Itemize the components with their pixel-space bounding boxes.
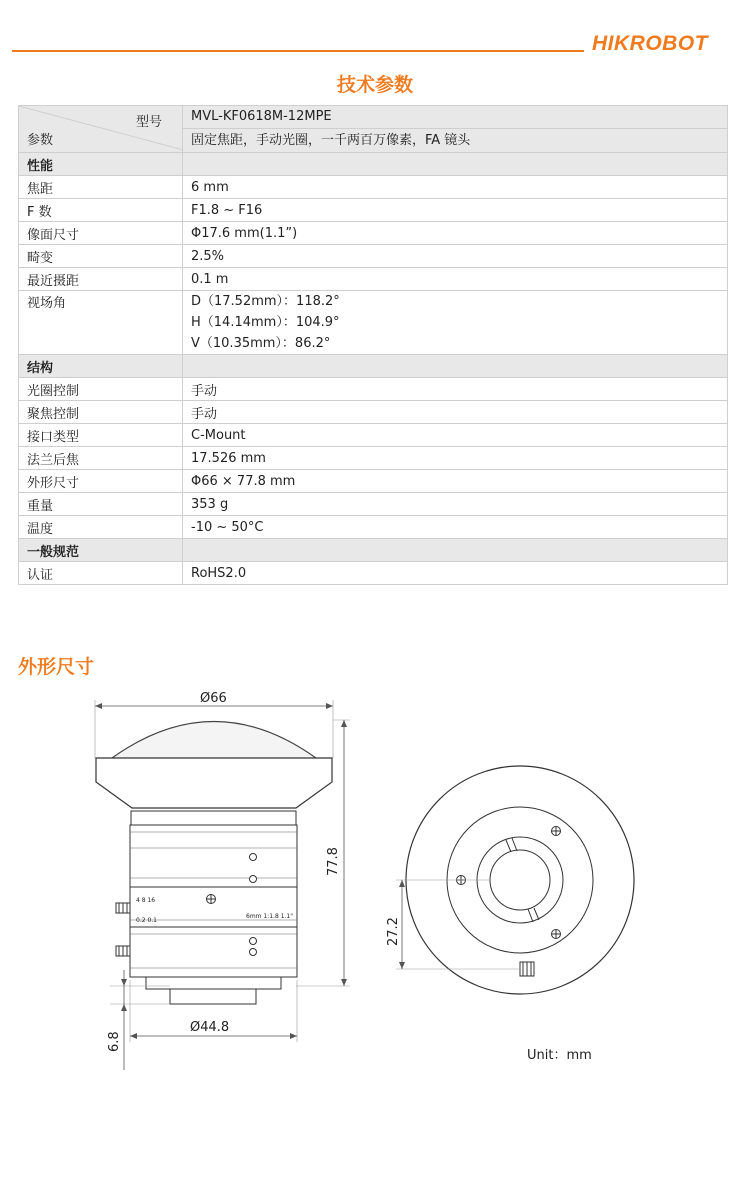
label-length-77-8: 77.8 <box>326 847 341 876</box>
table-row <box>19 176 728 199</box>
body-ring-1 <box>131 811 296 825</box>
row-value: 手动 <box>183 378 728 401</box>
dimension-title: 外形尺寸 <box>18 656 95 678</box>
row-label: 焦距 <box>19 176 183 199</box>
corner-label-model: 型号 <box>135 115 162 130</box>
row-value: F1.8 ~ F16 <box>183 199 728 222</box>
table-header-row <box>19 106 728 153</box>
rear-ring <box>146 977 281 989</box>
row-label: 视场角 <box>19 291 183 355</box>
row-label: 接口类型 <box>19 424 183 447</box>
row-label: 最近摄距 <box>19 268 183 291</box>
table-row <box>19 470 728 493</box>
dimension-drawing <box>0 680 750 1080</box>
row-label: 畸变 <box>19 245 183 268</box>
label-diameter-44-8: Ø44.8 <box>190 1020 230 1035</box>
row-value: 6 mm <box>183 176 728 199</box>
table-row <box>19 493 728 516</box>
spec-title: 技术参数 <box>336 74 413 96</box>
label-depth-6-8: 6.8 <box>107 1031 122 1052</box>
row-value: -10 ~ 50°C <box>183 516 728 539</box>
corner-cell <box>19 106 183 153</box>
table-row <box>19 199 728 222</box>
section-row <box>19 355 728 378</box>
row-label: F 数 <box>19 199 183 222</box>
row-value: 17.526 mm <box>183 447 728 470</box>
table-row <box>19 245 728 268</box>
label-diameter-66: Ø66 <box>200 691 227 706</box>
spec-table <box>18 105 728 585</box>
table-row <box>19 401 728 424</box>
row-label: 重量 <box>19 493 183 516</box>
section-structure: 结构 <box>19 355 183 378</box>
front-aperture-circle <box>490 850 550 910</box>
model-name: MVL-KF0618M-12MPE <box>183 106 727 129</box>
section-general: 一般规范 <box>19 539 183 562</box>
table-row <box>19 516 728 539</box>
row-label: 温度 <box>19 516 183 539</box>
row-value: 2.5% <box>183 245 728 268</box>
focus-ring <box>130 927 297 977</box>
header-divider-line <box>12 50 584 52</box>
row-value: 0.1 m <box>183 268 728 291</box>
table-row <box>19 222 728 245</box>
row-value: C-Mount <box>183 424 728 447</box>
row-label: 认证 <box>19 562 183 585</box>
section-performance: 性能 <box>19 153 183 176</box>
fov-vertical: V（10.35mm）：86.2° <box>191 336 331 351</box>
row-value: 353 g <box>183 493 728 516</box>
table-row <box>19 291 728 355</box>
row-label: 像面尺寸 <box>19 222 183 245</box>
row-label: 聚焦控制 <box>19 401 183 424</box>
ring-scale-distance: 0.2 0.1 <box>136 917 157 924</box>
row-label: 法兰后焦 <box>19 447 183 470</box>
fov-horizontal: H（14.14mm）：104.9° <box>191 315 340 330</box>
table-row <box>19 268 728 291</box>
model-description: 固定焦距，手动光圈，一千两百万像素，FA 镜头 <box>191 133 471 148</box>
section-row <box>19 539 728 562</box>
c-mount-thread <box>170 989 256 1004</box>
row-value: RoHS2.0 <box>183 562 728 585</box>
lens-dome <box>112 722 316 759</box>
row-value: 手动 <box>183 401 728 424</box>
header-values <box>183 106 728 153</box>
brand-logo: HIKROBOT <box>592 32 708 55</box>
row-label: 光圈控制 <box>19 378 183 401</box>
ring-scale-fnum: 4 8 16 <box>136 897 156 904</box>
row-value: Φ66 × 77.8 mm <box>183 470 728 493</box>
table-row <box>19 424 728 447</box>
row-value-multiline <box>183 291 728 355</box>
corner-label-param: 参数 <box>27 133 54 148</box>
section-row <box>19 153 728 176</box>
fov-diagonal: D（17.52mm）：118.2° <box>191 294 340 309</box>
row-label: 外形尺寸 <box>19 470 183 493</box>
front-barrel <box>96 758 332 808</box>
row-value: Φ17.6 mm(1.1”) <box>183 222 728 245</box>
unit-label: Unit：mm <box>527 1048 592 1063</box>
table-row <box>19 378 728 401</box>
table-row <box>19 562 728 585</box>
ring-spec: 6mm 1:1.8 1.1" <box>246 913 294 920</box>
table-row <box>19 447 728 470</box>
label-offset-27-2: 27.2 <box>386 917 401 946</box>
